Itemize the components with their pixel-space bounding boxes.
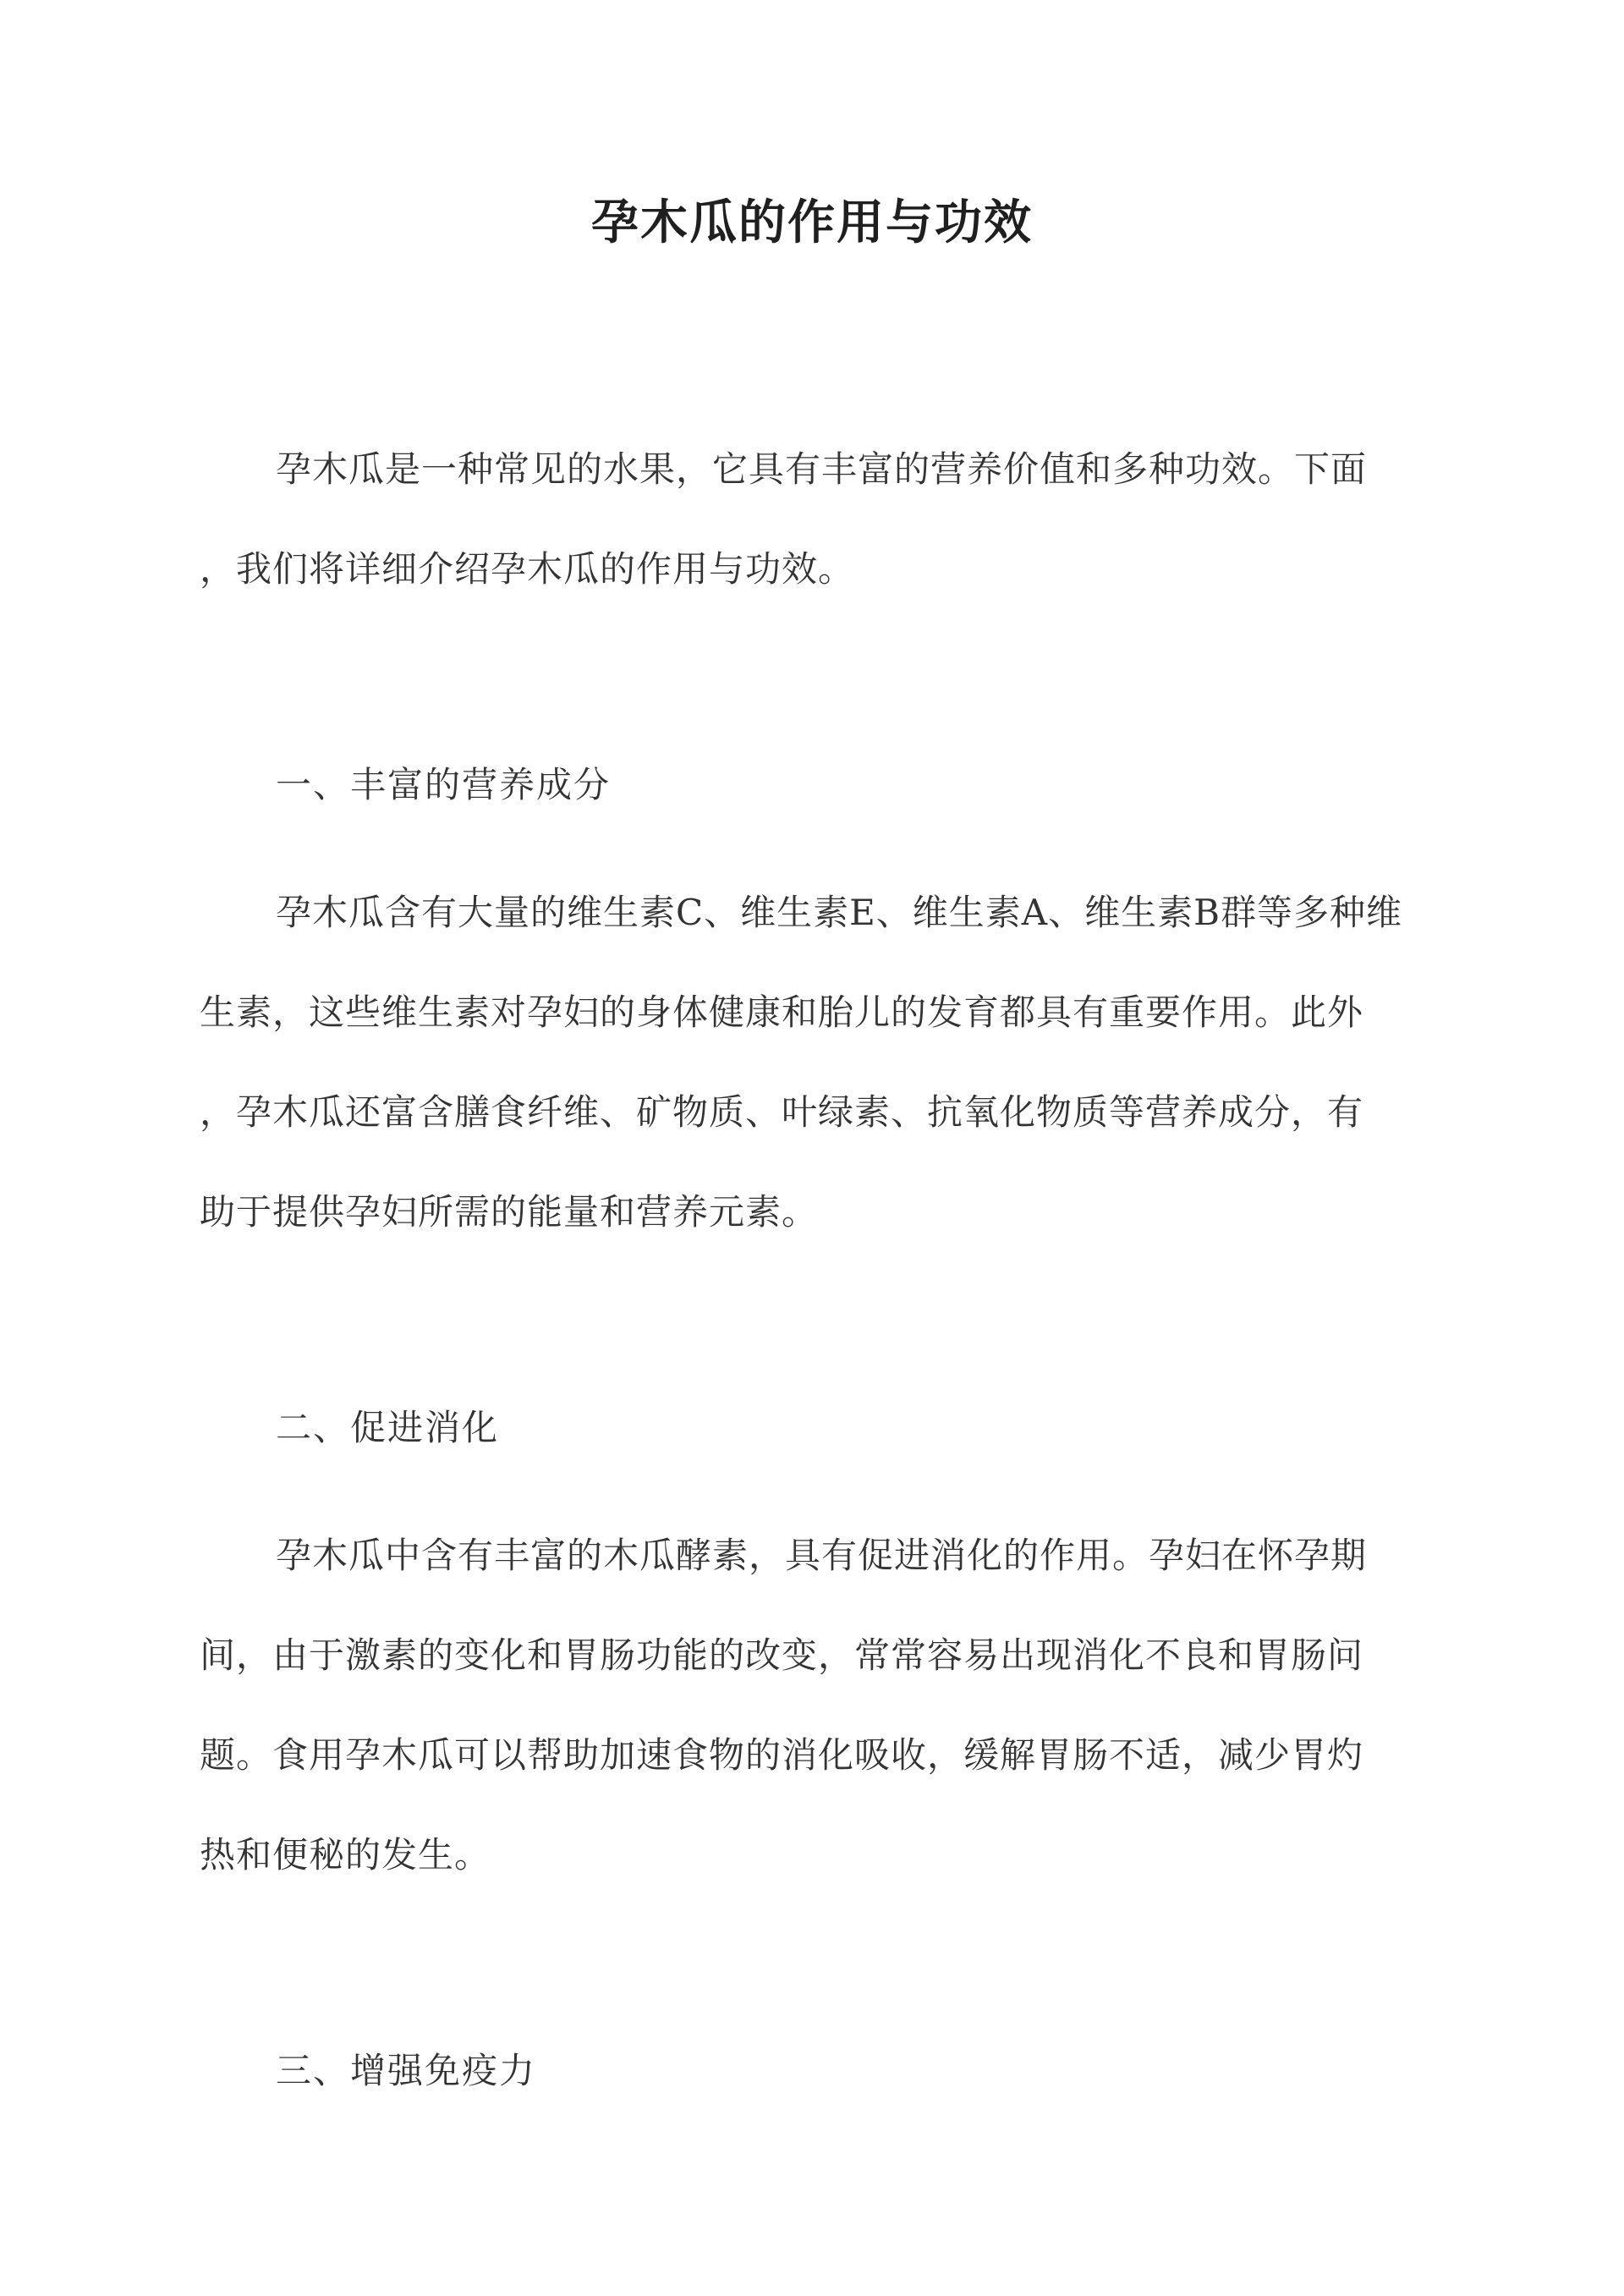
section-heading: 三、增强免疫力 bbox=[276, 2050, 537, 2091]
paragraph-line: 助于提供孕妇所需的能量和营养元素。 bbox=[200, 1191, 819, 1233]
paragraph-line: 孕木瓜中含有丰富的木瓜酵素，具有促进消化的作用。孕妇在怀孕期 bbox=[276, 1535, 1368, 1576]
paragraph-line: 题。食用孕木瓜可以帮助加速食物的消化吸收，缓解胃肠不适，减少胃灼 bbox=[200, 1734, 1364, 1776]
paragraph-line: 热和便秘的发生。 bbox=[200, 1834, 491, 1876]
paragraph-line: 间，由于激素的变化和胃肠功能的改变，常常容易出现消化不良和胃肠问 bbox=[200, 1634, 1364, 1676]
document-title: 孕木瓜的作用与功效 bbox=[591, 195, 1033, 250]
paragraph-line: 孕木瓜是一种常见的水果，它具有丰富的营养价值和多种功效。下面 bbox=[276, 448, 1368, 490]
paragraph-line: 孕木瓜含有大量的维生素C、维生素E、维生素A、维生素B群等多种维 bbox=[276, 892, 1402, 933]
section-heading: 二、促进消化 bbox=[276, 1407, 500, 1448]
section-heading: 一、丰富的营养成分 bbox=[276, 764, 612, 805]
paragraph-line: ，我们将详细介绍孕木瓜的作用与功效。 bbox=[200, 548, 855, 590]
paragraph-line: ，孕木瓜还富含膳食纤维、矿物质、叶绿素、抗氧化物质等营养成分，有 bbox=[200, 1091, 1364, 1133]
paragraph-line: 生素，这些维生素对孕妇的身体健康和胎儿的发育都具有重要作用。此外 bbox=[200, 991, 1364, 1033]
intro-paragraph bbox=[200, 420, 1424, 619]
section-paragraph bbox=[200, 863, 1424, 1262]
section-paragraph bbox=[200, 1506, 1424, 1905]
